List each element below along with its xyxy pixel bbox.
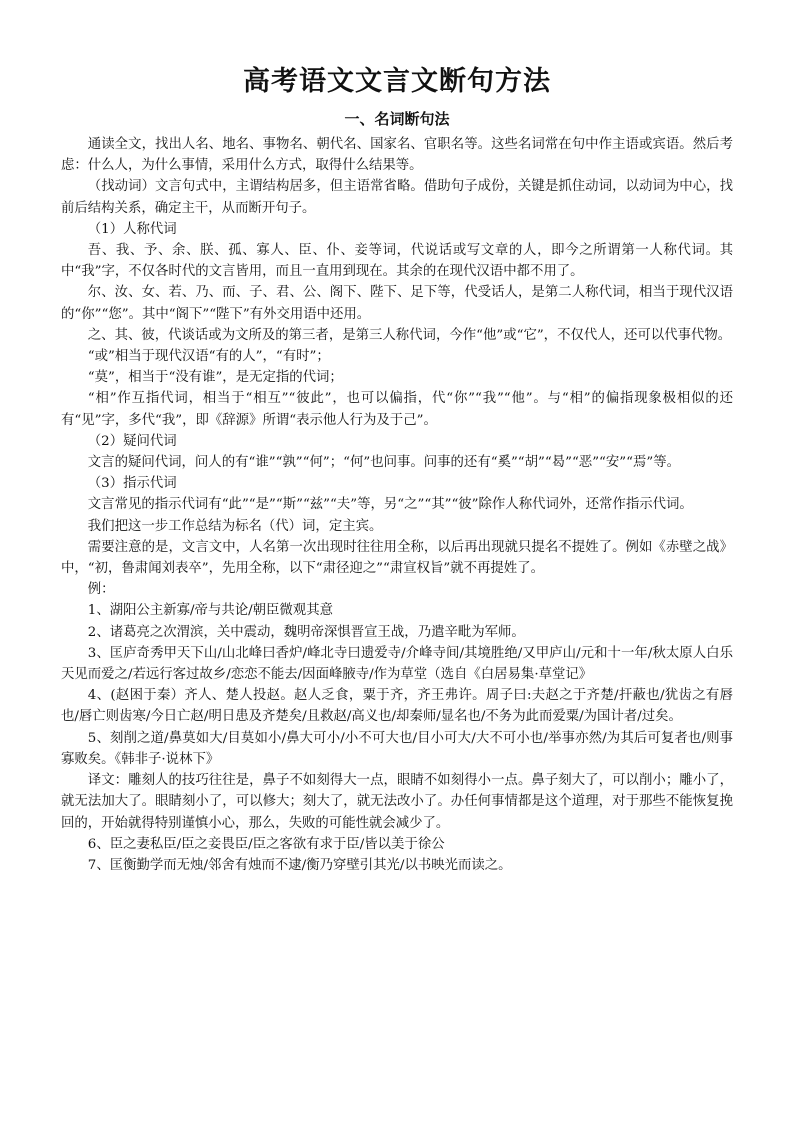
paragraph: “莫”，相当于“没有谁”，是无定指的代词； bbox=[87, 370, 343, 386]
paragraph: 之、其、彼，代谈话或为文所及的第三者，是第三人称代词，今作“他”或“它”，不仅代人，还可以代事代物。 bbox=[87, 327, 732, 343]
subheading: （1）人称代词 bbox=[87, 221, 177, 237]
paragraph: 尔、汝、女、若、乃、而、子、君、公、阁下、陛下、足下等，代受话人，是第二人称代词，相当于现代汉语的“你”“您”。其中“阁下”“陛下”有外交用语中还用。 bbox=[61, 285, 733, 322]
document-title: 高考语文文言文断句方法 bbox=[243, 66, 551, 97]
paragraph: “相”作互指代词，相当于“相互”“彼此”，也可以偏指，代“你”“我”“他”。与“相”的偏指现象极相似的还有“见”字，多代“我”，即《辞源》所谓“表示他人行为及于己”。 bbox=[61, 391, 733, 428]
example-label: 例： bbox=[87, 582, 115, 598]
paragraph: （找动词）文言句式中，主谓结构居多，但主语常省略。借助句子成份，关键是抓住动词，以动词为中心，找前后结构关系，确定主干，从而断开句子。 bbox=[61, 179, 733, 216]
document-body bbox=[61, 134, 733, 876]
example-item: 6、臣之妻私臣/臣之妾畏臣/臣之客欲有求于臣/皆以美于徐公 bbox=[87, 836, 445, 852]
example-item: 4、(赵困于秦）齐人、楚人投赵。赵人乏食，粟于齐，齐王弗许。周子曰:夫赵之于齐楚/扞蔽也/犹齿之有唇也/唇亡则齿寒/今日亡赵/明日患及齐楚矣/且救赵/高义也/却秦师/显名也/不务为此而爱粟/为国计者/过矣。 bbox=[61, 688, 733, 725]
paragraph: 文言的疑问代词，问人的有“谁”“孰”“何”；“何”也问事。问事的还有“奚”“胡”“曷”“恶”“安”“焉”等。 bbox=[87, 455, 680, 471]
example-item: 3、匡庐奇秀甲天下山/山北峰曰香炉/峰北寺曰遗爱寺/介峰寺间/其境胜绝/又甲庐山/元和十一年/秋太原人白乐天见而爱之/若远行客过故乡/恋恋不能去/因面峰腋寺/作为草堂（选自《白居易集·草堂记》 bbox=[61, 645, 733, 683]
example-item: 5、刻削之道/鼻莫如大/目莫如小/鼻大可小/小不可大也/目小可大/大不可小也/举事亦然/为其后可复者也/则事寡败矣。《韩非子·说林下》 bbox=[61, 730, 733, 767]
subheading: （2）疑问代词 bbox=[87, 433, 177, 449]
section-heading: 一、名词断句法 bbox=[344, 110, 450, 128]
paragraph: 文言常见的指示代词有“此”“是”“斯”“兹”“夫”等，另“之”“其”“彼”除作人称代词外，还常作指示代词。 bbox=[87, 497, 693, 513]
paragraph: 通读全文，找出人名、地名、事物名、朝代名、国家名、官职名等。这些名词常在句中作主语或宾语。然后考虑：什么人，为什么事情，采用什么方式，取得什么结果等。 bbox=[61, 137, 733, 174]
paragraph: “或”相当于现代汉语“有的人”，“有时”； bbox=[87, 349, 330, 365]
example-item: 7、匡衡勤学而无烛/邻舍有烛而不逮/衡乃穿壁引其光/以书映光而读之。 bbox=[87, 857, 512, 873]
subheading: （3）指示代词 bbox=[87, 476, 177, 492]
document-page bbox=[61, 64, 733, 876]
example-item: 1、湖阳公主新寡/帝与共论/朝臣微观其意 bbox=[87, 603, 333, 619]
example-item: 2、诸葛亮之次渭滨，关中震动，魏明帝深惧晋宣王战，乃遣辛毗为军师。 bbox=[87, 624, 525, 640]
paragraph: 吾、我、予、余、朕、孤、寡人、臣、仆、妾等词，代说话或写文章的人，即今之所谓第一人称代词。其中“我”字，不仅各时代的文言皆用，而且一直用到现在。其余的在现代汉语中都不用了。 bbox=[61, 243, 733, 280]
translation: 译文：雕刻人的技巧往往是，鼻子不如刻得大一点，眼睛不如刻得小一点。鼻子刻大了，可以削小；雕小了，就无法加大了。眼睛刻小了，可以修大；刻大了，就无法改小了。办任何事情都是这个道理，对于那些不能恢复挽回的，开始就得特别谨慎小心，那么，失败的可能性就会减少了。 bbox=[61, 773, 733, 831]
paragraph: 我们把这一步工作总结为标名（代）词，定主宾。 bbox=[87, 518, 383, 534]
paragraph: 需要注意的是，文言文中，人名第一次出现时往往用全称，以后再出现就只提名不提姓了。例如《赤壁之战》中，“初，鲁肃闻刘表卒”，先用全称，以下“肃径迎之”“肃宣权旨”就不再提姓了。 bbox=[61, 539, 733, 577]
